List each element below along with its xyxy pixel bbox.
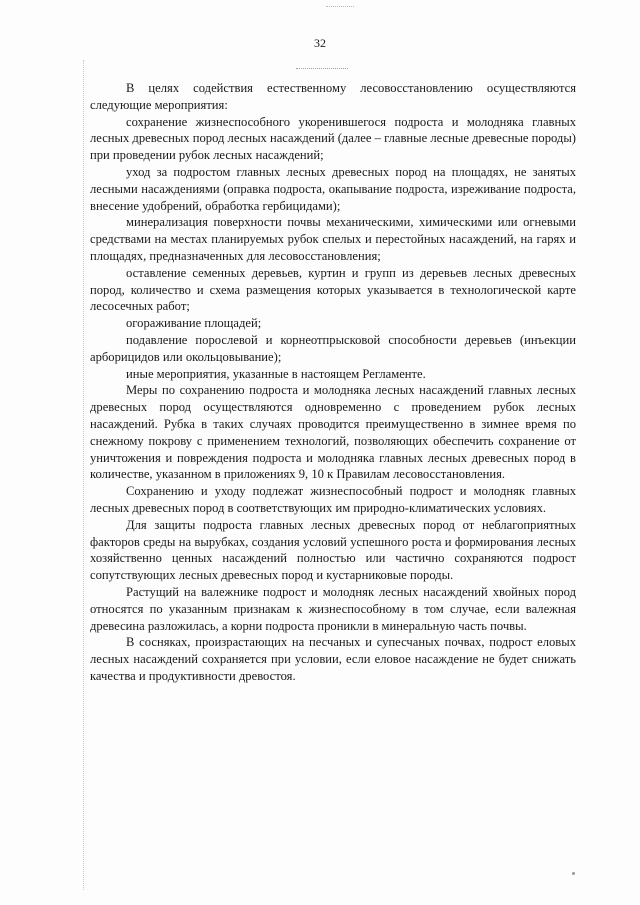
paragraph: иные мероприятия, указанные в настоящем Регламенте. [126,366,426,381]
body-text [90,80,576,685]
paragraph: подавление порослевой и корнеотпрысковой способности деревьев (инъекции арборицидов или окольцовывание); [90,332,576,364]
paragraph: Меры по сохранению подроста и молодняка лесных насаждений главных лесных древесных пород осуществляются одновременно с проведением рубок лесных насаждений. Рубка в таких случаях проводится преимущественно в зимнее время по снежному покрову с применением технологий, позволяющих обеспечить сохранение от уничтожения и повреждения подроста и молодняка главных лесных древесных пород в количестве, указанном в приложениях 9, 10 к Правилам лесовосстановления. [90,383,576,482]
scan-artifact [326,6,354,11]
paragraph: минерализация поверхности почвы механическими, химическими или огневыми средствами на местах планируемых рубок спелых и перестойных насаждений, на гарях и площадях, предназначенных для лесовосстановления; [90,215,576,263]
paragraph: огораживание площадей; [126,316,262,331]
paragraph: сохранение жизнеспособного укоренившегося подроста и молодняка главных лесных древесных пород лесных насаждений (далее – главные лесные древесные породы) при проведении рубок лесных насаждений; [90,114,576,163]
page-number: 32 [314,36,326,50]
scan-artifact [572,872,575,875]
paragraph: В целях содействия естественному лесовосстановлению осуществляются следующие мероприятия: [90,81,576,112]
paragraph: В сосняках, произрастающих на песчаных и супесчаных почвах, подрост еловых лесных насаждений сохраняется при условии, если еловое насаждение не будет снижать качества и продуктивности древостоя. [90,635,576,683]
binding-edge [83,60,85,890]
paragraph: уход за подростом главных лесных древесных пород на площадях, не занятых лесными насаждениями (оправка подроста, окапывание подроста, изреживание подроста, внесение удобрений, обработка гербицидами); [90,164,576,213]
scan-artifact [296,68,348,72]
paragraph: Сохранению и уходу подлежат жизнеспособный подрост и молодняк главных лесных древесных пород в соответствующих им природно-климатических условиях. [90,484,576,515]
paragraph: Для защиты подроста главных лесных древесных пород от неблагоприятных факторов среды на вырубках, создания условий успешного роста и формирования лесных хозяйственно ценных насаждений полностью или частично сохраняются подрост сопутствующих лесных древесных пород и кустарниковые породы. [90,517,576,583]
paragraph: Растущий на валежнике подрост и молодняк лесных насаждений хвойных пород относятся по указанным признакам к жизнеспособному в том случае, если валежная древесина разложилась, а корни подроста проникли в минеральную часть почвы. [90,584,576,633]
paragraph: оставление семенных деревьев, куртин и групп из деревьев лесных древесных пород, количество и схема размещения которых указывается в технологической карте лесосечных работ; [90,265,576,314]
